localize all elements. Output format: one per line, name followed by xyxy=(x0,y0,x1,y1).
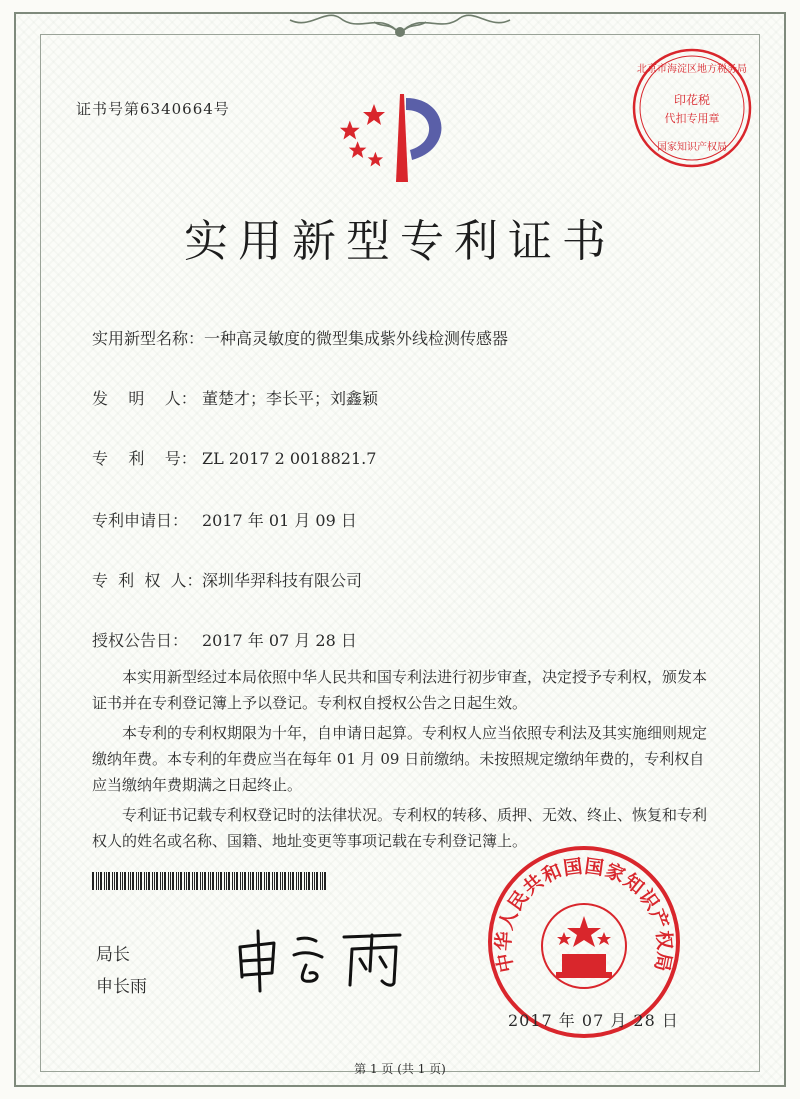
barcode-bar xyxy=(114,872,115,890)
barcode-bar xyxy=(138,872,139,890)
barcode-bar xyxy=(92,872,94,890)
barcode-bar xyxy=(260,872,262,890)
barcode-bar xyxy=(212,872,214,890)
barcode-bar xyxy=(96,872,97,890)
barcode-bar xyxy=(280,872,281,890)
patent-office-logo xyxy=(338,90,468,190)
barcode-bar xyxy=(218,872,219,890)
field-application-date xyxy=(92,508,357,531)
barcode-bar xyxy=(284,872,286,890)
barcode-bar xyxy=(202,872,203,890)
barcode-bar xyxy=(274,872,275,890)
barcode-bar xyxy=(180,872,182,890)
barcode-bar xyxy=(128,872,129,890)
certificate-title: 实用新型专利证书 xyxy=(184,216,616,267)
barcode-bar xyxy=(266,872,267,890)
barcode-bar xyxy=(290,872,291,890)
field-value: 2017 年 07 月 28 日 xyxy=(202,631,357,650)
field-value: ZL 2017 2 0018821.7 xyxy=(202,449,377,468)
barcode-bar xyxy=(300,872,302,890)
barcode-bar xyxy=(178,872,179,890)
barcode-bar xyxy=(210,872,211,890)
body-paragraph: 专利证书记载专利权登记时的法律状况。专利权的转移、质押、无效、终止、恢复和专利权人的姓名或名称、国籍、地址变更等事项记载在专利登记簿上。 xyxy=(92,806,708,850)
barcode-bar xyxy=(282,872,283,890)
barcode-bar xyxy=(268,872,270,890)
certificate-number: 证书号第6340664号 xyxy=(76,100,230,118)
barcode-bar xyxy=(248,872,249,890)
barcode-bar xyxy=(236,872,238,890)
barcode-bar xyxy=(320,872,321,890)
field-label: 授权公告日： xyxy=(92,631,189,650)
barcode-bar xyxy=(122,872,123,890)
barcode-bar xyxy=(220,872,222,890)
barcode-bar xyxy=(312,872,313,890)
barcode-bar xyxy=(194,872,195,890)
barcode-bar xyxy=(176,872,177,890)
director-title: 局长 xyxy=(96,945,130,965)
barcode-bar xyxy=(232,872,233,890)
barcode-bar xyxy=(146,872,147,890)
field-patent-number xyxy=(92,446,376,469)
barcode-bar xyxy=(192,872,193,890)
barcode-bar xyxy=(244,872,246,890)
barcode-bar xyxy=(292,872,294,890)
barcode-bar xyxy=(264,872,265,890)
body-paragraph: 本专利的专利权期限为十年，自申请日起算。专利权人应当依照专利法及其实施细则规定缴纳年费。本专利的年费应当在每年 01 月 09 日前缴纳。未按照规定缴纳年费的，专利权自应当缴纳年费期满之日起终止。 xyxy=(92,724,708,794)
field-value: 深圳华羿科技有限公司 xyxy=(202,571,363,590)
svg-text:印花税: 印花税 xyxy=(673,93,711,107)
barcode-bar xyxy=(208,872,209,890)
barcode-bar xyxy=(152,872,153,890)
barcode-bar xyxy=(272,872,273,890)
barcode-bar xyxy=(316,872,318,890)
barcode-bar xyxy=(256,872,257,890)
certificate-body xyxy=(92,664,712,858)
ornament-decoration xyxy=(270,4,530,44)
barcode-bar xyxy=(204,872,206,890)
barcode-bar xyxy=(304,872,305,890)
barcode-bar xyxy=(184,872,185,890)
barcode-bar xyxy=(306,872,307,890)
director-name: 申长雨 xyxy=(96,977,147,997)
barcode-bar xyxy=(228,872,230,890)
barcode-bar xyxy=(136,872,137,890)
barcode-bar xyxy=(168,872,169,890)
barcode-bar xyxy=(288,872,289,890)
field-value: 一种高灵敏度的微型集成紫外线检测传感器 xyxy=(204,329,509,348)
barcode-bar xyxy=(140,872,142,890)
barcode-bar xyxy=(258,872,259,890)
barcode-bar xyxy=(186,872,187,890)
field-utility-model-name xyxy=(92,326,508,349)
barcode-bar xyxy=(234,872,235,890)
barcode-bar xyxy=(112,872,113,890)
body-paragraph: 本实用新型经过本局依照中华人民共和国专利法进行初步审查，决定授予专利权，颁发本证书并在专利登记簿上予以登记。专利权自授权公告之日起生效。 xyxy=(92,668,708,712)
barcode-bar xyxy=(314,872,315,890)
barcode-bar xyxy=(162,872,163,890)
field-inventors xyxy=(92,386,378,409)
svg-text:中华人民共和国国家知识产权局: 中华人民共和国国家知识产权局 xyxy=(492,855,676,975)
svg-text:北京市海淀区地方税务局: 北京市海淀区地方税务局 xyxy=(637,64,747,75)
barcode-bar xyxy=(276,872,278,890)
barcode-bar xyxy=(188,872,190,890)
barcode-bar xyxy=(130,872,131,890)
barcode-bar xyxy=(104,872,105,890)
field-patentee xyxy=(92,568,362,591)
field-label: 实用新型名称： xyxy=(92,329,205,348)
barcode-bar xyxy=(170,872,171,890)
svg-text:代扣专用章: 代扣专用章 xyxy=(664,112,720,125)
field-grant-date xyxy=(92,628,357,651)
barcode-bar xyxy=(240,872,241,890)
tax-seal-stamp xyxy=(622,38,762,178)
barcode-bar xyxy=(100,872,102,890)
barcode-bar xyxy=(250,872,251,890)
barcode-bar xyxy=(124,872,126,890)
barcode-bar xyxy=(106,872,107,890)
field-label: 专 利 号： xyxy=(92,449,197,468)
barcode-bar xyxy=(298,872,299,890)
field-value: 2017 年 01 月 09 日 xyxy=(202,511,357,530)
barcode-bar xyxy=(216,872,217,890)
field-label: 专利申请日： xyxy=(92,511,189,530)
barcode-bar xyxy=(154,872,155,890)
barcode-bar xyxy=(324,872,326,890)
barcode-bar xyxy=(308,872,310,890)
barcode-bar xyxy=(116,872,118,890)
barcode-bar xyxy=(156,872,158,890)
barcode-bar xyxy=(226,872,227,890)
barcode-bar xyxy=(196,872,198,890)
director-signature xyxy=(232,925,432,995)
seal-date: 2017 年 07 月 28 日 xyxy=(508,1011,679,1030)
barcode-bar xyxy=(144,872,145,890)
barcode-bar xyxy=(224,872,225,890)
field-label: 专 利 权 人： xyxy=(92,571,203,590)
barcode-bar xyxy=(252,872,254,890)
svg-text:国家知识产权局: 国家知识产权局 xyxy=(657,142,727,153)
page-footer: 第 1 页 (共 1 页) xyxy=(354,1062,446,1076)
barcode-bar xyxy=(242,872,243,890)
field-label: 发 明 人： xyxy=(92,389,197,408)
barcode xyxy=(92,872,326,890)
barcode-bar xyxy=(296,872,297,890)
barcode-bar xyxy=(120,872,121,890)
barcode-bar xyxy=(148,872,150,890)
barcode-bar xyxy=(98,872,99,890)
field-value: 董楚才；李长平；刘鑫颖 xyxy=(202,389,379,408)
barcode-bar xyxy=(160,872,161,890)
barcode-bar xyxy=(164,872,166,890)
barcode-bar xyxy=(172,872,174,890)
barcode-bar xyxy=(108,872,110,890)
barcode-bar xyxy=(132,872,134,890)
barcode-bar xyxy=(200,872,201,890)
barcode-bar xyxy=(322,872,323,890)
